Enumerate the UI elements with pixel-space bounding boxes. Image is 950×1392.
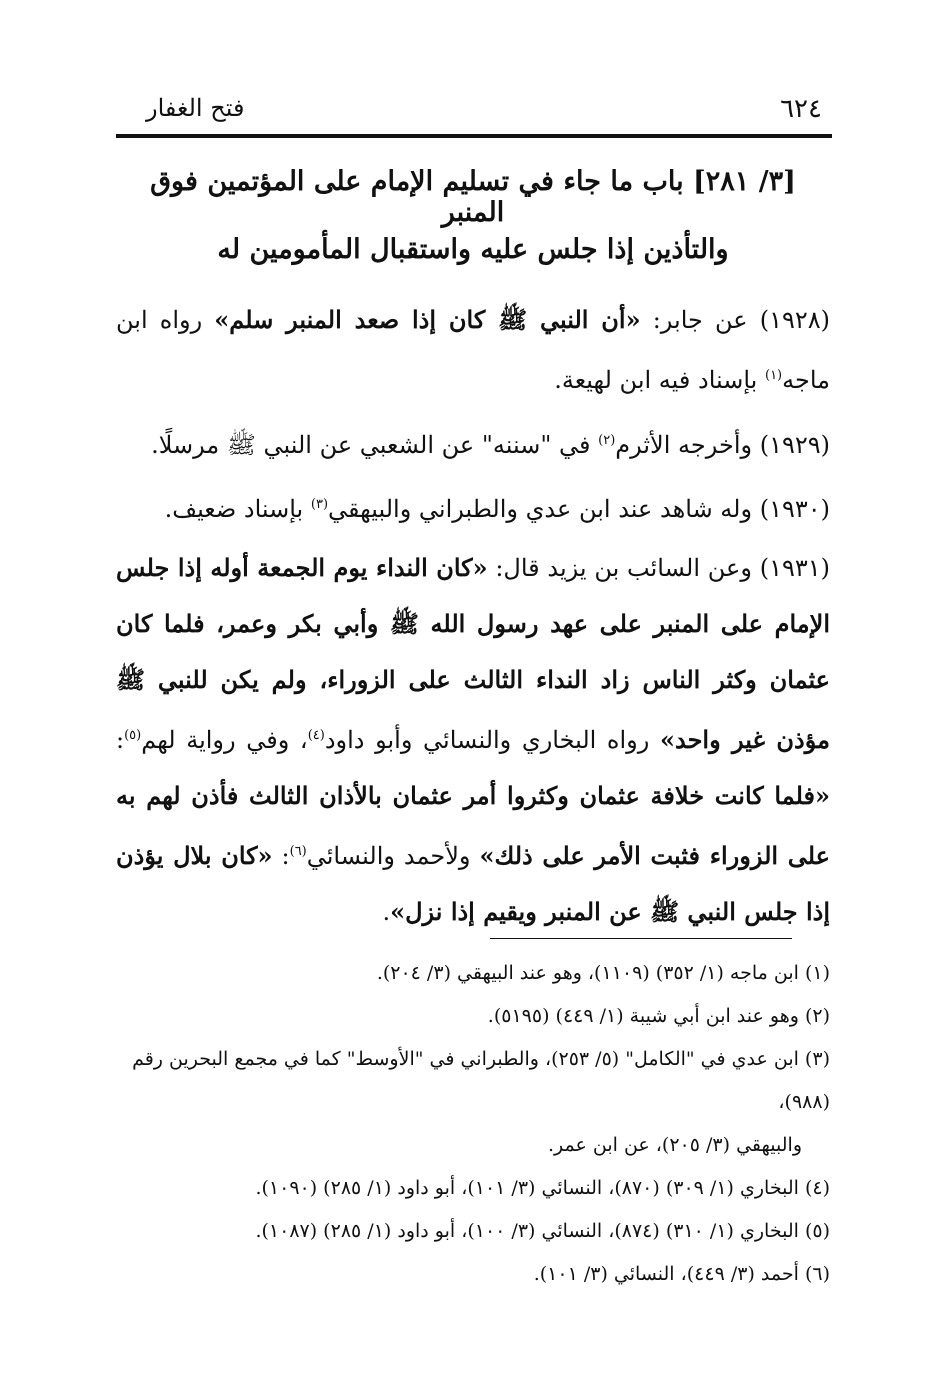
hadith-1929-text: (١٩٢٩) وأخرجه الأثرم	[615, 431, 830, 459]
hadith-1931-colon-1: :	[116, 726, 125, 754]
footnote-4: (٤) البخاري (١/ ٣٠٩) (٨٧٠)، النسائي (٣/ ١٠١)، أبو داود (١/ ٢٨٥) (١٠٩٠).	[255, 1177, 830, 1199]
hadith-1931-colon-2: :	[272, 842, 290, 870]
footnote-ref-1: (١)	[764, 368, 783, 383]
footnote-ref-2: (٢)	[598, 433, 616, 448]
hadith-1931-bilal-text: «كان بلال يؤذن إذا جلس النبي ﷺ عن المنبر ويقيم إذا نزل»	[116, 841, 830, 926]
hadith-1928	[116, 292, 830, 408]
footnote-1: (١) ابن ماجه (١/ ٣٥٢) (١١٠٩)، وهو عند البيهقي (٣/ ٢٠٤).	[376, 962, 830, 984]
footnote-ref-5: (٥)	[124, 728, 142, 743]
hadith-1930-text: (١٩٣٠) وله شاهد عند ابن عدي والطبراني والبيهقي	[328, 495, 830, 523]
hadith-1931-text: «كان النداء يوم الجمعة أوله إذا جلس الإمام على المنبر على عهد رسول الله ﷺ وأبي بكر وعمر، فلما كان عثمان وكثر الناس زاد النداء الثالث على الزوراء، ولم يكن للنبي ﷺ مؤذن غير واحد»	[116, 553, 831, 754]
hadith-1931-variant-intro: ، وفي رواية لهم	[141, 726, 308, 754]
footnote-ref-3: (٣)	[310, 497, 329, 512]
footnote-3: (٣) ابن عدي في "الكامل" (٥/ ٢٥٣)، والطبراني في "الأوسط" كما في مجمع البحرين رقم (٩٨٨)،	[132, 1048, 830, 1113]
footnote-ref-4: (٤)	[307, 728, 325, 743]
footnote-2: (٢) وهو عند ابن أبي شيبة (١/ ٤٤٩) (٥١٩٥).	[487, 1005, 830, 1027]
page-header	[116, 92, 830, 132]
hadith-1931-source: رواه البخاري والنسائي وأبو داود	[324, 726, 660, 754]
chapter-title-line-1: [٣/ ٢٨١] باب ما جاء في تسليم الإمام على المؤتمين فوق المنبر	[150, 166, 796, 228]
footnotes	[116, 952, 830, 1296]
running-title: فتح الغفار	[146, 94, 245, 122]
hadith-1930-rest: بإسناد ضعيف.	[164, 495, 311, 523]
page-number: ٦٢٤	[780, 94, 822, 124]
hadith-1929	[116, 413, 830, 473]
footnote-6: (٦) أحمد (٣/ ٤٤٩)، النسائي (٣/ ١٠١).	[533, 1263, 830, 1285]
header-rule	[116, 134, 832, 138]
hadith-1931-variant-text: «فلما كانت خلافة عثمان وكثروا أمر عثمان بالأذان الثالث فأذن لهم به على الزوراء فثبت الأمر على ذلك»	[116, 781, 831, 870]
hadith-1931-end: .	[382, 898, 391, 926]
hadith-1928-text: «أن النبي ﷺ كان إذا صعد المنبر سلم»	[214, 305, 641, 334]
chapter-title-line-2: والتأذين إذا جلس عليه واستقبال المأمومين له	[217, 234, 729, 265]
hadith-1931	[116, 540, 830, 940]
hadith-1929-rest: في "سننه" عن الشعبي عن النبي ﷺ مرسلًا.	[151, 431, 599, 459]
hadith-1928-source: رواه ابن ماجه	[116, 306, 830, 394]
hadith-1928-grading: بإسناد فيه ابن لهيعة.	[554, 366, 765, 394]
footnote-3-continued: والبيهقي (٣/ ٢٠٥)، عن ابن عمر.	[547, 1134, 802, 1156]
hadith-1931-intro: (١٩٣١) وعن السائب بن يزيد قال:	[487, 554, 830, 582]
footnote-separator	[490, 938, 792, 939]
hadith-1930	[116, 477, 830, 537]
hadith-1931-ahmad: ولأحمد والنسائي	[306, 842, 480, 870]
footnote-5: (٥) البخاري (١/ ٣١٠) (٨٧٤)، النسائي (٣/ ١٠٠)، أبو داود (١/ ٢٨٥) (١٠٨٧).	[255, 1220, 830, 1242]
hadith-1928-intro: (١٩٢٨) عن جابر:	[640, 306, 831, 334]
footnote-ref-6: (٦)	[289, 844, 307, 859]
